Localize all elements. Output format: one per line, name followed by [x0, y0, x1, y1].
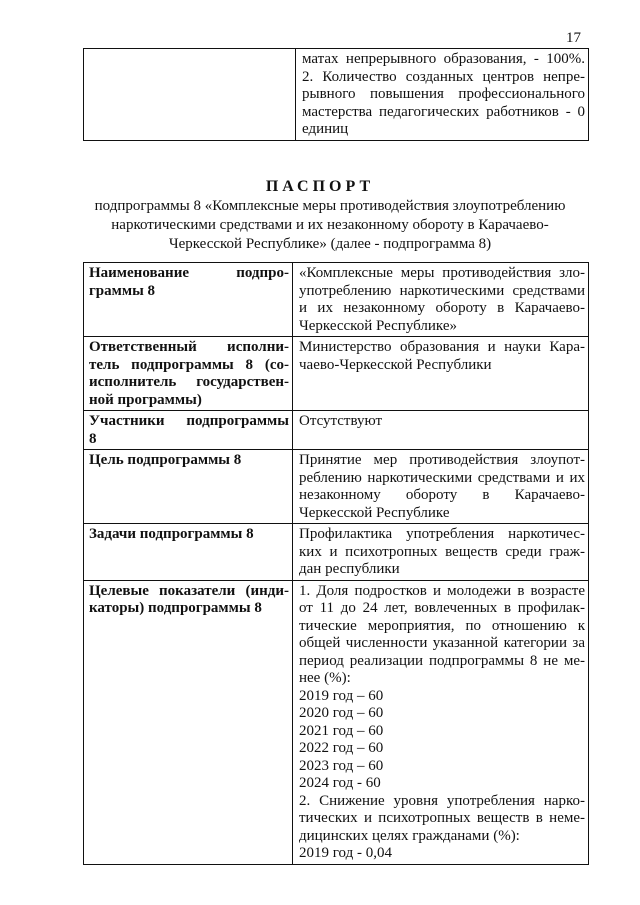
label-line: Наименование подпро- — [89, 265, 289, 281]
table-cell-value — [293, 580, 589, 864]
value-line: употреблению наркотическими средствами — [299, 282, 585, 299]
table-cell-label — [84, 263, 293, 337]
page-number: 17 — [566, 30, 581, 46]
passport-subtitle — [60, 197, 600, 254]
passport-table — [83, 262, 589, 865]
value-line: 2021 год – 60 — [299, 722, 384, 739]
table-cell-label — [84, 49, 296, 141]
text-line: 2. Количество созданных центров непре- — [302, 68, 585, 85]
table-cell-value — [293, 411, 589, 450]
subtitle-line: Черкесской Республике» (далее - подпрограмма 8) — [168, 236, 492, 252]
label-line: Целевые показатели (инди- — [89, 582, 289, 599]
table-row — [84, 263, 589, 337]
text-line: единиц — [302, 121, 349, 137]
label-line: ной программы) — [89, 391, 202, 408]
label-line: Участники подпрограммы — [89, 413, 289, 429]
value-line: Черкесской Республике — [299, 504, 450, 521]
value-line: нее (%): — [299, 670, 351, 686]
value-line: и их незаконному обороту в Карачаево- — [299, 300, 585, 316]
subtitle-line: подпрограммы 8 «Комплексные меры противодействия злоупотреблению — [94, 198, 566, 214]
value-line: незаконному обороту в Карачаево- — [299, 487, 585, 503]
table-cell-value — [293, 524, 589, 581]
value-line: Министерство образования и науки Кара- — [299, 339, 585, 355]
table-cell-value — [296, 49, 589, 141]
table-cell-label — [84, 337, 293, 411]
value-line: 2019 год - 0,04 — [299, 845, 392, 861]
table-cell-label — [84, 450, 293, 524]
value-line: Черкесской Республике» — [299, 317, 457, 334]
value-line: ких и психотропных веществ среди граж- — [299, 543, 585, 560]
value-line: от 11 до 24 лет, вовлеченных в профилак- — [299, 600, 585, 616]
continuation-table — [83, 48, 589, 141]
label-line: Ответственный исполни- — [89, 339, 289, 355]
label-line: тель подпрограммы 8 (со- — [89, 356, 289, 373]
value-line: 2023 год – 60 — [299, 757, 384, 774]
value-line: 2. Снижение уровня употребления нарко- — [299, 792, 585, 809]
table-row — [84, 337, 589, 411]
table-row — [84, 450, 589, 524]
label-line: исполнитель государствен- — [89, 374, 289, 390]
text-line: рывного повышения профессионального — [302, 86, 585, 102]
table-row — [84, 411, 589, 450]
label-line: граммы 8 — [89, 282, 156, 299]
value-line: дан республики — [299, 561, 400, 577]
text-line: мастерства педагогических работников - 0 — [302, 103, 585, 120]
table-cell-value — [293, 263, 589, 337]
label-line: 8 — [89, 430, 97, 447]
value-line: 2020 год – 60 — [299, 705, 384, 721]
table-cell-value — [293, 450, 589, 524]
table-row — [84, 49, 589, 141]
label-line: каторы) подпрограммы 8 — [89, 600, 262, 616]
table-cell-value — [293, 337, 589, 411]
table-cell-label — [84, 580, 293, 864]
value-line: реблению наркотическими средствами и их — [299, 469, 585, 486]
value-line: Принятие мер противодействия злоупот- — [299, 452, 585, 468]
subtitle-line: наркотическими средствами и их незаконному обороту в Карачаево- — [111, 217, 549, 233]
value-line: тические мероприятия, по отношению к — [299, 617, 585, 634]
table-row — [84, 580, 589, 864]
label-line: Задачи подпрограммы 8 — [89, 526, 254, 542]
table-cell-label — [84, 411, 293, 450]
value-line: «Комплексные меры противодействия зло- — [299, 265, 585, 281]
value-line: тических и психотропных веществ в неме- — [299, 810, 585, 826]
table-cell-label — [84, 524, 293, 581]
value-line: 2024 год - 60 — [299, 775, 381, 791]
value-line: Профилактика употребления наркотичес- — [299, 526, 585, 542]
label-line: Цель подпрограммы 8 — [89, 452, 242, 468]
value-line: 2019 год – 60 — [299, 687, 384, 704]
value-line: общей численности указанной категории за — [299, 635, 585, 651]
value-line: дицинских целях гражданами (%): — [299, 827, 520, 844]
passport-title: ПАСПОРТ — [265, 178, 375, 195]
table-row — [84, 524, 589, 581]
value-line: чаево-Черкесской Республики — [299, 356, 492, 373]
value-line: 2022 год – 60 — [299, 740, 384, 756]
text-line: матах непрерывного образования, - 100%. — [302, 51, 585, 67]
value-line: период реализации подпрограммы 8 не ме- — [299, 652, 585, 669]
value-line: 1. Доля подростков и молодежи в возрасте — [299, 582, 585, 599]
value-line: Отсутствуют — [299, 413, 383, 429]
